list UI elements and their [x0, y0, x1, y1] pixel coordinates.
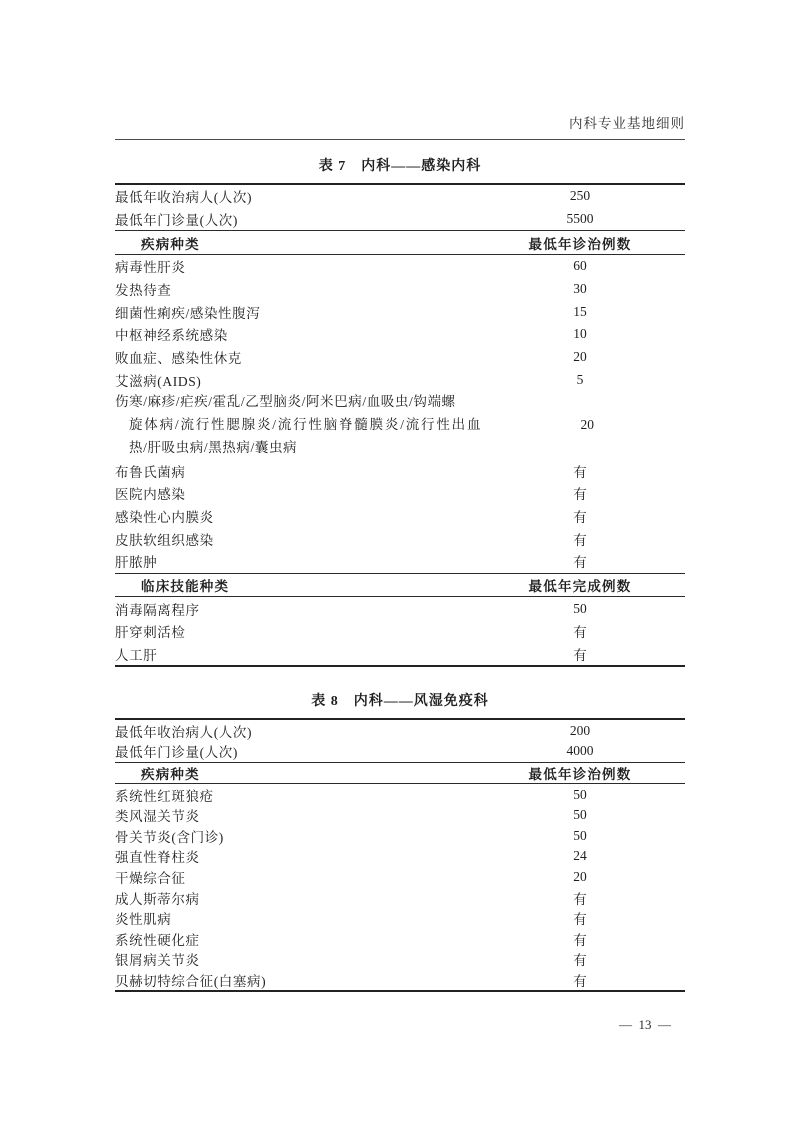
row-label: 银屑病关节炎 — [115, 953, 200, 969]
row-value: 有 — [573, 932, 587, 948]
page-footer — [115, 1001, 685, 1049]
table-row — [115, 597, 685, 620]
table-row — [115, 369, 685, 392]
row-value: 20 — [573, 349, 587, 365]
row-label: 类风湿关节炎 — [115, 809, 200, 825]
summary-section — [115, 185, 685, 231]
row-value: 20 — [573, 868, 587, 884]
table-row — [115, 459, 685, 482]
table-row — [115, 185, 685, 208]
table-row — [115, 482, 685, 505]
row-value: 有 — [573, 953, 587, 969]
table-row — [115, 208, 685, 231]
row-label: 最低年收治病人(人次) — [115, 724, 253, 740]
table-row — [115, 255, 685, 278]
rows-section — [115, 255, 685, 574]
table-row — [115, 949, 685, 970]
row-value: 有 — [573, 891, 587, 907]
table-row — [115, 278, 685, 301]
table-row — [115, 887, 685, 908]
row-label — [115, 391, 482, 459]
header-section — [115, 763, 685, 785]
row-label: 败血症、感染性休克 — [115, 351, 242, 367]
table8-rheumatology-immunology — [115, 718, 685, 992]
row-label: 细菌性痢疾/感染性腹泻 — [115, 305, 261, 321]
row-label: 感染性心内膜炎 — [115, 510, 214, 525]
column-header-value: 最低年完成例数 — [528, 579, 632, 595]
rows-section — [115, 597, 685, 665]
row-label: 病毒性肝炎 — [115, 260, 186, 276]
row-value: 有 — [573, 648, 587, 664]
row-label: 炎性肌病 — [115, 912, 172, 928]
row-value: 50 — [573, 786, 587, 802]
row-value: 30 — [573, 281, 587, 297]
row-label: 中枢神经系统感染 — [115, 328, 228, 344]
row-value: 24 — [573, 848, 587, 864]
rows-section — [115, 784, 685, 990]
row-label: 消毒隔离程序 — [115, 602, 200, 618]
row-value: 有 — [573, 532, 587, 548]
column-header-row — [115, 231, 685, 254]
table-row — [115, 928, 685, 949]
row-label: 成人斯蒂尔病 — [115, 891, 200, 907]
row-label-line: 伤寒/麻疹/疟疾/霍乱/乙型脑炎/阿米巴病/血吸虫/钩端螺 — [115, 394, 456, 410]
column-header-value: 最低年诊治例数 — [528, 236, 632, 252]
row-value: 5 — [576, 371, 584, 387]
column-header-row — [115, 574, 685, 597]
row-value: 50 — [573, 807, 587, 823]
row-label: 系统性红斑狼疮 — [115, 788, 214, 804]
row-label: 皮肤软组织感染 — [115, 532, 214, 548]
row-label: 肝穿刺活检 — [115, 625, 186, 641]
header-section — [115, 231, 685, 255]
row-value: 5500 — [566, 211, 594, 227]
row-value: 60 — [573, 258, 587, 274]
row-value: 50 — [573, 827, 587, 843]
row-label: 肝脓肿 — [115, 555, 158, 571]
table7-infectious-diseases — [115, 183, 685, 667]
table-row — [115, 391, 685, 459]
row-label: 医院内感染 — [115, 487, 186, 503]
row-label: 干燥综合征 — [115, 870, 186, 886]
table-row — [115, 550, 685, 573]
table-row — [115, 741, 685, 762]
table-row — [115, 908, 685, 929]
row-value: 4000 — [566, 743, 594, 759]
row-label-line: 旋体病/流行性腮腺炎/流行性脑脊髓膜炎/流行性出血 — [129, 416, 483, 432]
row-label: 最低年门诊量(人次) — [115, 745, 238, 761]
table-row — [115, 643, 685, 666]
row-value: 250 — [569, 188, 591, 204]
table-row — [115, 784, 685, 805]
table-row — [115, 867, 685, 888]
page-number: — 13 — — [619, 1017, 671, 1033]
table-row — [115, 825, 685, 846]
table-row — [115, 323, 685, 346]
row-value: 有 — [573, 973, 587, 989]
row-label: 人工肝 — [115, 648, 158, 664]
table-row — [115, 505, 685, 528]
row-label: 系统性硬化症 — [115, 932, 200, 948]
table8-caption: 表 8 内科——风湿免疫科 — [311, 694, 489, 710]
table-row — [115, 620, 685, 643]
row-label: 最低年收治病人(人次) — [115, 190, 253, 206]
row-label: 布鲁氏菌病 — [115, 464, 186, 480]
header-section — [115, 574, 685, 598]
row-value: 有 — [573, 555, 587, 571]
row-label: 艾滋病(AIDS) — [115, 373, 202, 389]
table-row — [115, 720, 685, 741]
row-value: 200 — [569, 722, 591, 738]
table-row — [115, 527, 685, 550]
row-label: 强直性脊柱炎 — [115, 850, 200, 866]
table-row — [115, 346, 685, 369]
row-label: 贝赫切特综合征(白塞病) — [115, 973, 267, 989]
table-row — [115, 805, 685, 826]
summary-section — [115, 720, 685, 762]
column-header-row — [115, 763, 685, 784]
row-label: 骨关节炎(含门诊) — [115, 829, 224, 845]
column-header-label: 疾病种类 — [141, 236, 200, 252]
row-value: 有 — [573, 625, 587, 641]
running-header: 内科专业基地细则 — [115, 112, 685, 140]
table-row — [115, 300, 685, 323]
table-row — [115, 970, 685, 991]
row-value: 10 — [573, 326, 587, 342]
row-label: 发热待查 — [115, 283, 172, 299]
row-value: 50 — [573, 600, 587, 616]
row-label: 最低年门诊量(人次) — [115, 213, 238, 229]
row-value: 有 — [573, 487, 587, 503]
row-value: 有 — [573, 464, 587, 480]
row-label-line: 热/肝吸虫病/黑热病/囊虫病 — [129, 439, 298, 455]
row-value: 15 — [573, 303, 587, 319]
table-row — [115, 846, 685, 867]
row-value: 有 — [573, 912, 587, 928]
column-header-label: 疾病种类 — [141, 766, 200, 782]
row-value: 20 — [580, 417, 595, 433]
document-page — [115, 0, 685, 1049]
row-value: 有 — [573, 510, 587, 525]
column-header-value: 最低年诊治例数 — [528, 766, 632, 782]
column-header-label: 临床技能种类 — [141, 579, 230, 595]
table7-caption: 表 7 内科——感染内科 — [318, 159, 482, 174]
